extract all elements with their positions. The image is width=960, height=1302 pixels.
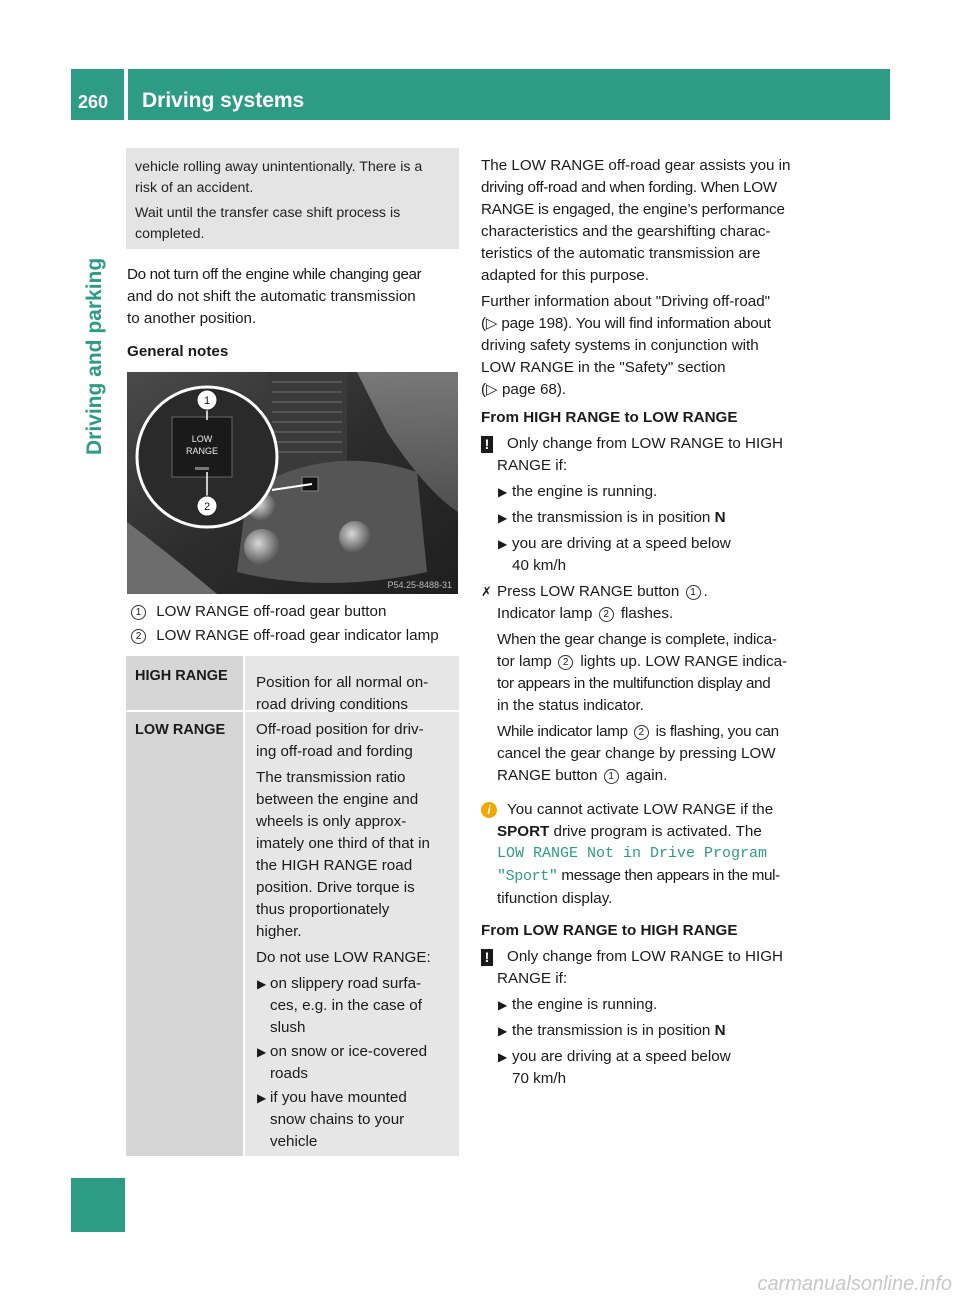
table-line: vehicle xyxy=(270,1133,318,1150)
list-item xyxy=(256,1087,461,1153)
heading-high-to-low: From HIGH RANGE to LOW RANGE xyxy=(481,409,738,426)
table-line: the HIGH RANGE road xyxy=(256,857,413,874)
step-text: lights up. LOW RANGE indica- xyxy=(576,653,788,670)
bullet-icon: ▶ xyxy=(498,998,508,1012)
step-text: tor lamp xyxy=(497,653,557,670)
photo-low-label: LOW xyxy=(191,434,213,444)
step-text: is flashing, you can xyxy=(651,723,779,740)
caption-2 xyxy=(129,625,439,647)
further-line: (▷ page 68). xyxy=(481,381,567,398)
callout-1-icon: 1 xyxy=(604,769,619,784)
list-text: 70 km/h xyxy=(512,1070,567,1087)
table-line: on snow or ice-covered xyxy=(270,1043,428,1060)
table-line: Off-road position for driv- xyxy=(256,721,424,738)
step-text: Press LOW RANGE button xyxy=(497,583,684,600)
table-line: roads xyxy=(270,1065,308,1082)
step-text: . xyxy=(703,583,708,600)
list-item xyxy=(497,1046,816,1090)
bullet-icon: ▶ xyxy=(498,1024,508,1038)
list-text: the engine is running. xyxy=(512,483,658,500)
step-text: While indicator lamp xyxy=(497,723,632,740)
engine-note xyxy=(127,264,462,330)
info-text: You cannot activate LOW RANGE if the xyxy=(507,801,774,818)
display-message: LOW RANGE Not in Drive Program xyxy=(497,845,768,862)
step-text: tor appears in the multifunction display and xyxy=(497,675,771,692)
caption-1 xyxy=(129,601,386,623)
list-item xyxy=(497,994,816,1016)
list-text: the transmission is in position xyxy=(512,509,715,526)
table-line: if you have mounted xyxy=(270,1089,407,1106)
list-text: 40 km/h xyxy=(512,557,567,574)
notice-line: Only change from LOW RANGE to HIGH xyxy=(507,435,783,452)
list-text: the engine is running. xyxy=(512,996,658,1013)
intro-line: adapted for this purpose. xyxy=(481,267,650,284)
list-text: you are driving at a speed below xyxy=(512,535,731,552)
further-line: (▷ page 198). You will find information about xyxy=(481,315,771,332)
list-item xyxy=(497,481,816,503)
step-text: Indicator lamp xyxy=(497,605,597,622)
table-line: snow chains to your xyxy=(270,1111,405,1128)
table-line: wheels is only approx- xyxy=(256,813,407,830)
range-table xyxy=(126,656,459,1156)
step-text: When the gear change is complete, indica- xyxy=(497,631,777,648)
low-range-console-photo xyxy=(127,372,458,594)
table-line: slush xyxy=(270,1019,306,1036)
side-tab xyxy=(83,257,113,485)
bullet-icon: ▶ xyxy=(498,485,508,499)
list-text-bold: N xyxy=(714,509,726,526)
warning-line-3: Wait until the transfer case shift process is xyxy=(135,205,401,221)
further-line: Further information about "Driving off-road" xyxy=(481,293,771,310)
table-line: thus proportionately xyxy=(256,901,390,918)
step-text: again. xyxy=(621,767,668,784)
list-text-bold: N xyxy=(714,1022,726,1039)
display-message: "Sport" xyxy=(497,868,558,885)
notice-line: Only change from LOW RANGE to HIGH xyxy=(507,948,783,965)
list-text: the transmission is in position xyxy=(512,1022,715,1039)
list-item xyxy=(497,1020,816,1042)
warning-line-1: vehicle rolling away unintentionally. There is a xyxy=(135,159,423,175)
photo-callout-1: 1 xyxy=(203,395,211,407)
engine-note-line: to another position. xyxy=(127,310,257,327)
info-text-bold: SPORT xyxy=(497,823,550,840)
table-row-2-label-cell xyxy=(126,712,243,1156)
bullet-icon: ▶ xyxy=(498,1050,508,1064)
table-line: road driving conditions xyxy=(256,696,408,713)
bullet-icon: ▶ xyxy=(498,511,508,525)
side-tab-label: Driving and parking xyxy=(83,257,106,455)
side-tab-marker xyxy=(71,1178,125,1232)
list-text: you are driving at a speed below xyxy=(512,1048,731,1065)
callout-2-icon: 2 xyxy=(599,607,614,622)
caption-1-text: LOW RANGE off-road gear button xyxy=(156,603,387,620)
intro-line: teristics of the automatic transmission are xyxy=(481,245,761,262)
warning-notice-2 xyxy=(481,946,816,1090)
callout-2-icon: 2 xyxy=(634,725,649,740)
warning-icon: ! xyxy=(481,436,493,453)
step-arrow-icon: ✗ xyxy=(481,584,492,599)
list-item xyxy=(497,507,816,529)
table-line: imately one third of that in xyxy=(256,835,430,852)
warning-line-2: risk of an accident. xyxy=(135,180,254,196)
info-notice xyxy=(481,799,816,910)
bullet-icon: ▶ xyxy=(257,1045,267,1059)
warning-icon: ! xyxy=(481,949,493,966)
intro-line: driving off-road and when fording. When LOW xyxy=(481,179,777,196)
heading-low-to-high: From LOW RANGE to HIGH RANGE xyxy=(481,922,738,939)
warning-box xyxy=(126,148,459,249)
table-line: Position for all normal on- xyxy=(256,674,429,691)
photo-code: P54.25-8488-31 xyxy=(387,580,452,590)
table-line: The transmission ratio xyxy=(256,769,406,786)
list-item xyxy=(256,1041,461,1085)
table-line: position. Drive torque is xyxy=(256,879,415,896)
notice-line: RANGE if: xyxy=(497,457,568,474)
bullet-icon: ▶ xyxy=(257,977,267,991)
further-line: driving safety systems in conjunction with xyxy=(481,337,759,354)
warning-notice-1 xyxy=(481,433,816,577)
intro-line: RANGE is engaged, the engine’s performance xyxy=(481,201,785,218)
photo-range-label: RANGE xyxy=(185,446,219,456)
caption-2-text: LOW RANGE off-road gear indicator lamp xyxy=(156,627,439,644)
intro-line: The LOW RANGE off-road gear assists you in xyxy=(481,157,791,174)
table-line: Do not use LOW RANGE: xyxy=(256,949,431,966)
table-row-2-label: LOW RANGE xyxy=(135,722,226,738)
intro-line: characteristics and the gearshifting charac- xyxy=(481,223,771,240)
watermark: carmanualsonline.info xyxy=(757,1273,952,1295)
table-row-1-label: HIGH RANGE xyxy=(135,668,228,684)
callout-2-icon: 2 xyxy=(131,629,146,644)
list-item xyxy=(497,533,816,577)
list-item xyxy=(256,973,461,1039)
notice-line: RANGE if: xyxy=(497,970,568,987)
general-notes-heading: General notes xyxy=(127,343,229,360)
warning-line-4: completed. xyxy=(135,226,205,242)
callout-1-icon: 1 xyxy=(131,605,146,620)
table-row-2-desc xyxy=(256,719,461,1153)
engine-note-line: and do not shift the automatic transmission xyxy=(127,288,416,305)
photo-callout-2: 2 xyxy=(203,501,211,513)
info-text: message then appears in the mul- xyxy=(557,867,780,884)
page-number: 260 xyxy=(78,92,109,112)
step-text: in the status indicator. xyxy=(497,697,644,714)
info-text: tifunction display. xyxy=(497,890,613,907)
page-title: Driving systems xyxy=(142,89,305,112)
bullet-icon: ▶ xyxy=(498,537,508,551)
callout-1-icon: 1 xyxy=(686,585,701,600)
table-line: on slippery road surfa- xyxy=(270,975,422,992)
table-line: ces, e.g. in the case of xyxy=(270,997,422,1014)
step-text: cancel the gear change by pressing LOW xyxy=(497,745,776,762)
table-row-1-desc xyxy=(256,672,428,716)
table-line: ing off-road and fording xyxy=(256,743,413,760)
callout-2-icon: 2 xyxy=(558,655,573,670)
info-icon: i xyxy=(481,802,497,818)
step-text: RANGE button xyxy=(497,767,602,784)
step-text: flashes. xyxy=(616,605,674,622)
table-line: between the engine and xyxy=(256,791,419,808)
info-text: drive program is activated. The xyxy=(549,823,762,840)
step-press-button xyxy=(481,581,816,787)
table-line: higher. xyxy=(256,923,302,940)
engine-note-line: Do not turn off the engine while changing gear xyxy=(127,266,422,283)
further-line: LOW RANGE in the "Safety" section xyxy=(481,359,726,376)
header-divider xyxy=(124,69,128,120)
bullet-icon: ▶ xyxy=(257,1091,267,1105)
right-column xyxy=(481,155,816,1090)
